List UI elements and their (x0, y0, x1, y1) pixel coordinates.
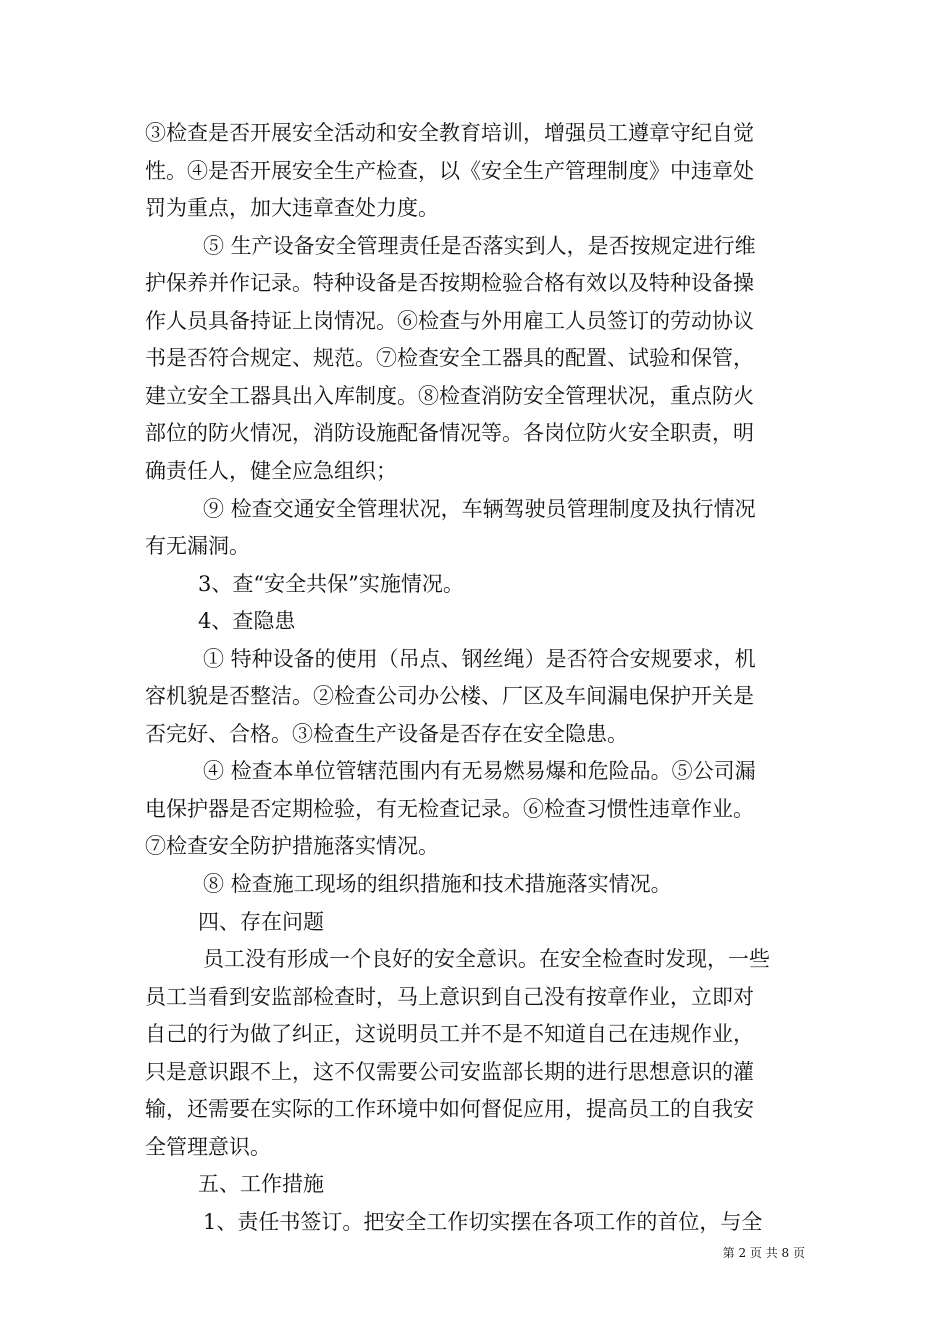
page-number: 第 2 页 共 8 页 (722, 1246, 805, 1260)
text-line: 输，还需要在实际的工作环境中如何督促应用，提高员工的自我安 (145, 1097, 754, 1121)
text-line: ① 特种设备的使用（吊点、钢丝绳）是否符合安规要求，机 (203, 647, 756, 671)
text-line: ⑧ 检查施工现场的组织措施和技术措施落实情况。 (203, 872, 672, 896)
text-line: 性。④是否开展安全生产检查，以《安全生产管理制度》中违章处 (145, 159, 754, 183)
text-line: 有无漏洞。 (145, 534, 250, 558)
text-line: 否完好、合格。③检查生产设备是否存在安全隐患。 (145, 722, 628, 746)
text-line: 员工当看到安监部检查时，马上意识到自己没有按章作业，立即对 (145, 985, 754, 1009)
section-heading: 五、工作措施 (198, 1172, 324, 1196)
text-line: 全管理意识。 (145, 1135, 271, 1159)
text-line: 3、查“安全共保”实施情况。 (198, 572, 464, 596)
text-line: 容机貌是否整洁。②检查公司办公楼、厂区及车间漏电保护开关是 (145, 684, 754, 708)
text-line: 书是否符合规定、规范。⑦检查安全工器具的配置、试验和保管， (145, 346, 754, 370)
text-line: 4、查隐患 (198, 609, 296, 633)
text-line: ⑨ 检查交通安全管理状况，车辆驾驶员管理制度及执行情况 (203, 497, 756, 521)
text-line: 作人员具备持证上岗情况。⑥检查与外用雇工人员签订的劳动协议 (145, 309, 754, 333)
text-line: 罚为重点，加大违章查处力度。 (145, 196, 439, 220)
text-line: 护保养并作记录。特种设备是否按期检验合格有效以及特种设备操 (145, 271, 754, 295)
text-line: ⑤ 生产设备安全管理责任是否落实到人，是否按规定进行维 (203, 234, 756, 258)
text-line: ③检查是否开展安全活动和安全教育培训，增强员工遵章守纪自觉 (145, 121, 754, 145)
text-line: 1、责任书签订。把安全工作切实摆在各项工作的首位，与全 (203, 1210, 763, 1234)
text-line: 部位的防火情况，消防设施配备情况等。各岗位防火安全职责，明 (145, 421, 754, 445)
text-line: 确责任人，健全应急组织； (145, 459, 397, 483)
text-line: ⑦检查安全防护措施落实情况。 (145, 834, 439, 858)
text-line: 员工没有形成一个良好的安全意识。在安全检查时发现，一些 (203, 947, 770, 971)
text-line: 自己的行为做了纠正，这说明员工并不是不知道自己在违规作业， (145, 1022, 754, 1046)
text-line: 建立安全工器具出入库制度。⑧检查消防安全管理状况，重点防火 (145, 384, 754, 408)
section-heading: 四、存在问题 (198, 910, 324, 934)
text-line: 电保护器是否定期检验，有无检查记录。⑥检查习惯性违章作业。 (145, 797, 754, 821)
text-line: ④ 检查本单位管辖范围内有无易燃易爆和危险品。⑤公司漏 (203, 759, 756, 783)
text-line: 只是意识跟不上，这不仅需要公司安监部长期的进行思想意识的灌 (145, 1060, 754, 1084)
